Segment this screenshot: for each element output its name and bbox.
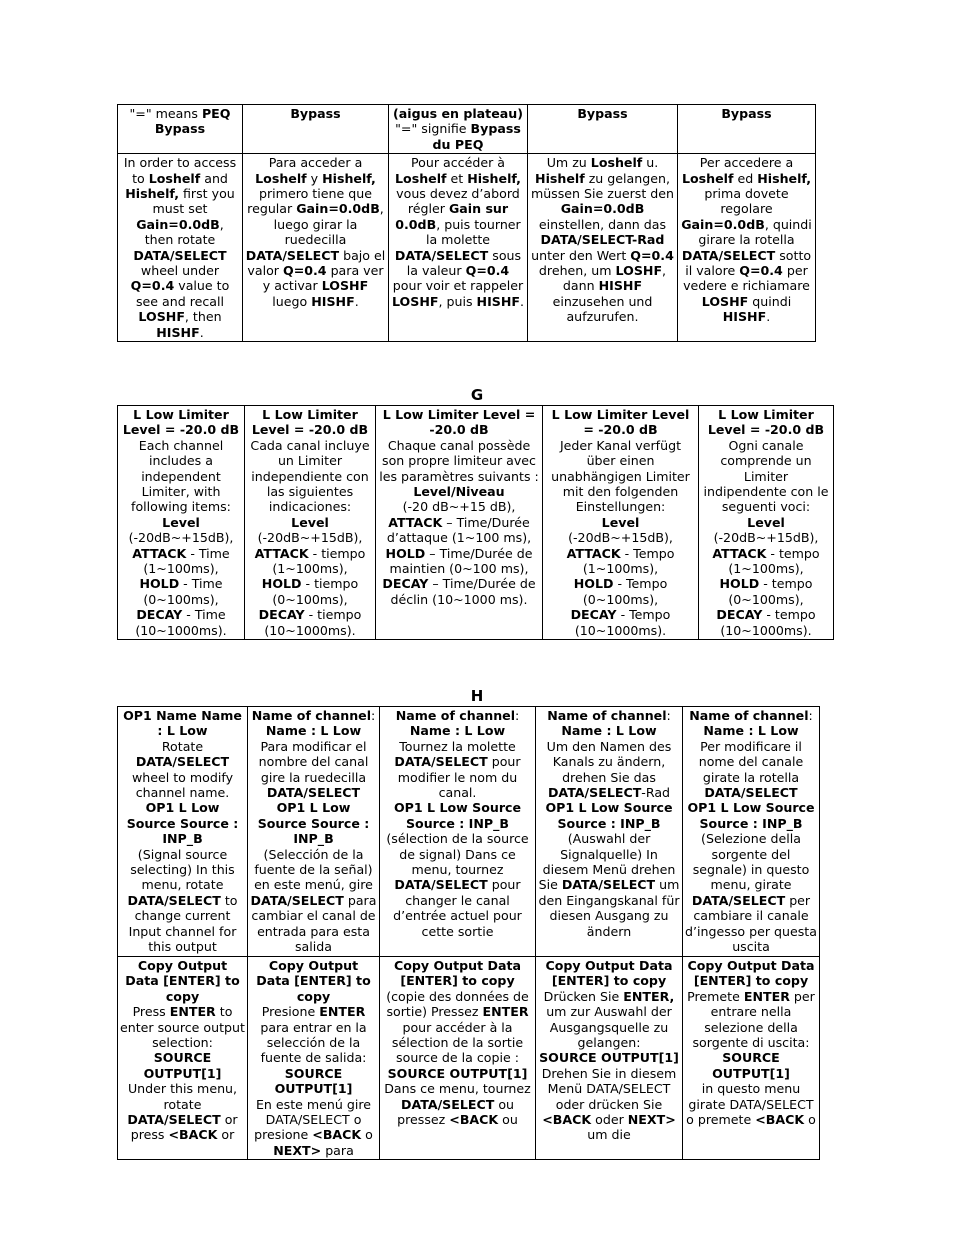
table-cell: Name of channel: Name : L Low Per modificare il nome del canale girate la rotella DATA/SELECT OP1 L Low Source Source : INP_B (Selezione della sorgente del segnale) in questo menu, girate DATA/SELECT per cambiare il canale d’ingesso per questa uscita (683, 707, 820, 957)
table-cell: Copy Output Data [ENTER] to copy Drücken Sie ENTER, um zur Auswahl der Ausgangsquelle zu gelangen: SOURCE OUTPUT[1] Drehen Sie in diesem Menü DATA/SELECT oder drücken Sie <BACK oder NEXT> um die (536, 957, 683, 1160)
table-cell: L Low Limiter Level = -20.0 dB Ogni canale comprende un Limiter indipendente con le seguenti voci: Level (-20dB~+15dB), ATTACK - tempo (1~100ms), HOLD - tempo (0~100ms), DECAY - tempo (10~1000ms). (699, 406, 834, 640)
table-header-cell: Bypass (678, 105, 816, 154)
table-header-cell: Bypass (243, 105, 389, 154)
table-header-cell: (aigus en plateau) "=" signifie Bypass du PEQ (389, 105, 528, 154)
table-cell: L Low Limiter Level = -20.0 dB Cada canal incluye un Limiter independiente con las siguientes indicaciones: Level (-20dB~+15dB), ATTACK - tiempo (1~100ms), HOLD - tiempo (0~100ms), DECAY - tiempo (10~1000ms). (245, 406, 376, 640)
table-header-cell: Bypass (528, 105, 678, 154)
table-cell: In order to access to Loshelf and Hishelf, first you must set Gain=0.0dB, then rotate DATA/SELECT wheel under Q=0.4 value to see and recall LOSHF, then HISHF. (118, 154, 243, 342)
table-cell: OP1 Name Name : L Low Rotate DATA/SELECT wheel to modify channel name. OP1 L Low Source Source : INP_B (Signal source selecting) In this menu, rotate DATA/SELECT to change current Input channel for this output (118, 707, 248, 957)
table-cell: Para acceder a Loshelf y Hishelf, primero tiene que regular Gain=0.0dB, luego girar la ruedecilla DATA/SELECT bajo el valor Q=0.4 para ver y activar LOSHF luego HISHF. (243, 154, 389, 342)
table-section-f (117, 104, 816, 342)
section-title: G (470, 386, 484, 404)
table-cell: Um zu Loshelf u. Hishelf zu gelangen, müssen Sie zuerst den Gain=0.0dB einstellen, dann das DATA/SELECT-Rad unter den Wert Q=0.4 drehen, um LOSHF, dann HISHF einzusehen und aufzurufen. (528, 154, 678, 342)
table-cell: Name of channel: Name : L Low Para modificar el nombre del canal gire la ruedecilla DATA/SELECT OP1 L Low Source Source : INP_B (Selección de la fuente de la señal) en este menú, gire DATA/SELECT para cambiar el canal de entrada para esta salida (248, 707, 380, 957)
table-cell: L Low Limiter Level = -20.0 dB Jeder Kanal verfügt über einen unabhängigen Limiter mit den folgenden Einstellungen: Level (-20dB~+15dB), ATTACK - Tempo (1~100ms), HOLD - Tempo (0~100ms), DECAY - Tempo (10~1000ms). (543, 406, 699, 640)
table-cell: Name of channel: Name : L Low Um den Namen des Kanals zu ändern, drehen Sie das DATA/SELECT-Rad OP1 L Low Source Source : INP_B (Auswahl der Signalquelle) In diesem Menü drehen Sie DATA/SELECT um den Eingangskanal für diesen Ausgang zu ändern (536, 707, 683, 957)
section-title: H (470, 687, 484, 705)
table-cell: Name of channel: Name : L Low Tournez la molette DATA/SELECT pour modifier le nom du canal. OP1 L Low Source Source : INP_B (sélection de la source de signal) Dans ce menu, tournez DATA/SELECT pour changer le canal d’entrée actuel pour cette sortie (380, 707, 536, 957)
table-cell: Copy Output Data [ENTER] to copy Press ENTER to enter source output selection: SOURCE OUTPUT[1] Under this menu, rotate DATA/SELECT or press <BACK or (118, 957, 248, 1160)
table-cell: Per accedere a Loshelf ed Hishelf, prima dovete regolare Gain=0.0dB, quindi girare la rotella DATA/SELECT sotto il valore Q=0.4 per vedere e richiamare LOSHF quindi HISHF. (678, 154, 816, 342)
table-header-cell: "=" means PEQ Bypass (118, 105, 243, 154)
table-cell: Copy Output Data [ENTER] to copy Presione ENTER para entrar en la selección de la fuente de salida: SOURCE OUTPUT[1] En este menú gire DATA/SELECT o presione <BACK o NEXT> para (248, 957, 380, 1160)
table-section-h (117, 706, 820, 1160)
table-cell: L Low Limiter Level = -20.0 dB Each channel includes a independent Limiter, with following items: Level (-20dB~+15dB), ATTACK - Time (1~100ms), HOLD - Time (0~100ms), DECAY - Time (10~1000ms). (118, 406, 245, 640)
table-cell: Copy Output Data [ENTER] to copy (copie des données de sortie) Pressez ENTER pour accéder à la sélection de la sortie source de la copie : SOURCE OUTPUT[1] Dans ce menu, tournez DATA/SELECT ou pressez <BACK ou (380, 957, 536, 1160)
table-cell: L Low Limiter Level = -20.0 dB Chaque canal possède son propre limiteur avec les paramètres suivants : Level/Niveau (-20 dB~+15 dB), ATTACK – Time/Durée d’attaque (1~100 ms), HOLD – Time/Durée de maintien (0~100 ms), DECAY – Time/Durée de déclin (10~1000 ms). (376, 406, 543, 640)
table-cell: Copy Output Data [ENTER] to copy Premete ENTER per entrare nella selezione della sorgente di uscita: SOURCE OUTPUT[1] in questo menu girate DATA/SELECT o premete <BACK o (683, 957, 820, 1160)
table-cell: Pour accéder à Loshelf et Hishelf, vous devez d’abord régler Gain sur 0.0dB, puis tourner la molette DATA/SELECT sous la valeur Q=0.4 pour voir et rappeler LOSHF, puis HISHF. (389, 154, 528, 342)
table-section-g (117, 405, 834, 640)
